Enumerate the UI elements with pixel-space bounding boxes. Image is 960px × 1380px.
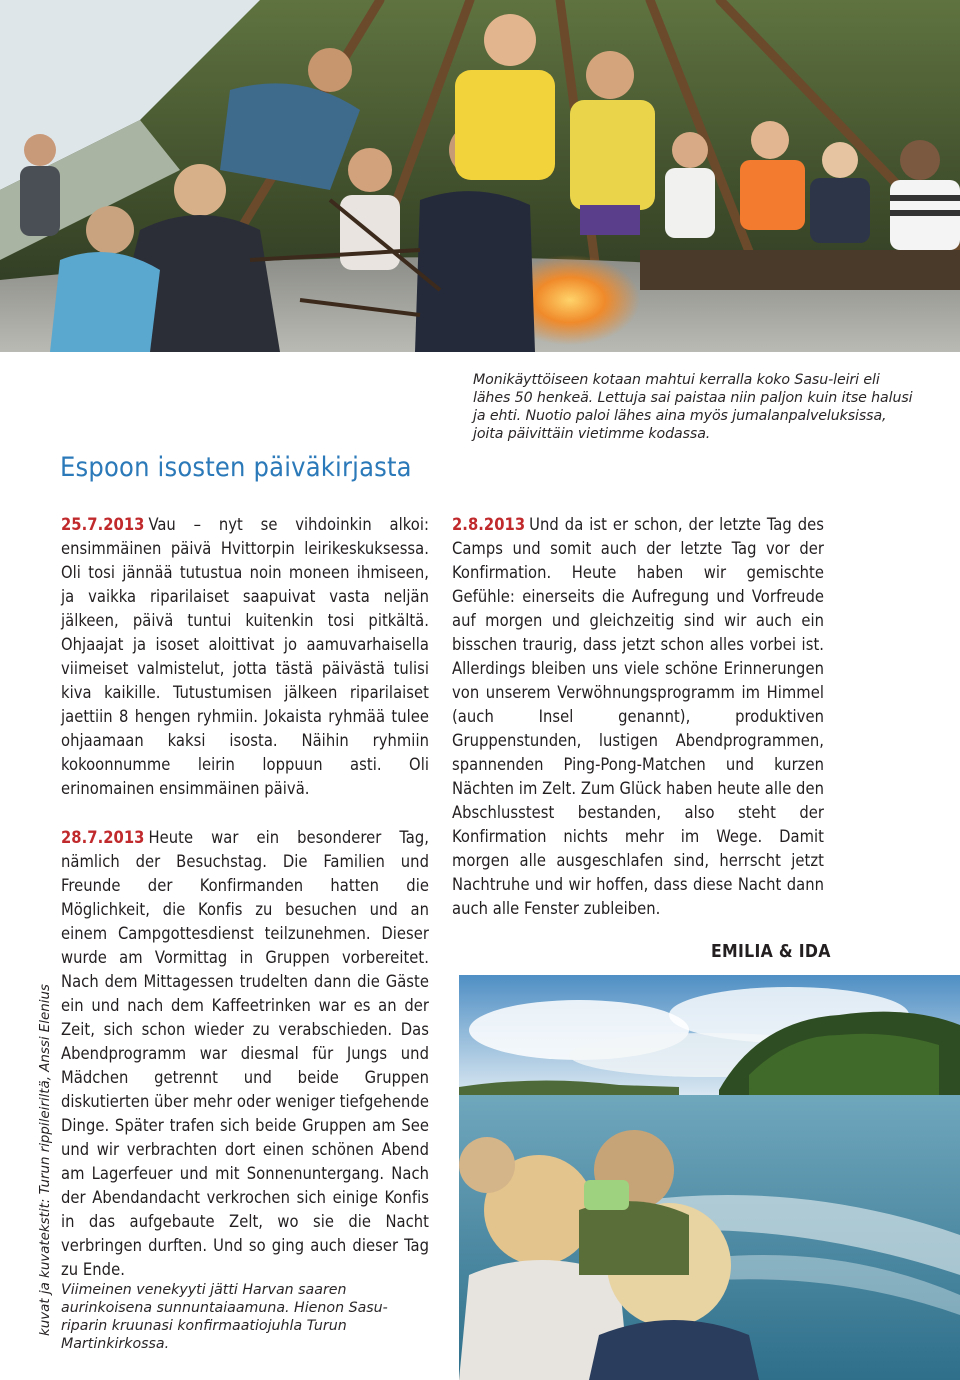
entry-date: 25.7.2013: [61, 515, 145, 534]
entry-date: 28.7.2013: [61, 828, 145, 847]
section-heading: Espoon isosten päiväkirjasta: [60, 452, 412, 483]
entry-date: 2.8.2013: [452, 515, 526, 534]
diary-entry-1: [61, 513, 429, 801]
kota-photo: [0, 0, 960, 352]
entry-text: Heute war ein besonderer Tag, nämlich der Besuchstag. Die Familien und Freunde der Konfirmanden hatten die Möglichkeit, die Konfis zu besuchen und an einem Campgottesdienst teilzunehmen. Dieser wurde am Vormittag in Gruppen vorbereitet. Nach dem Mittagessen trudelten dann die Gäste ein und nach dem Kaffeetrinken war es an der Zeit, sich schon wieder zu verabschieden. Das Abendprogramm war diesmal für Jungs und Mädchen getrennt und beide Gruppen diskutierten über mehr oder weniger tiefgehende Dinge. Später trafen sich beide Gruppen am See und wir verbrachten dort einen schönen Abend am Lagerfeuer und mit Sonnenuntergang. Nach der Abendandacht verkrochen sich einige Konfis in das aufgebaute Zelt, wo sie die Nacht verbringen durften. Und so ging auch dieser Tag zu Ende.: [61, 828, 429, 1279]
diary-entry-3: [452, 513, 824, 921]
author-signature: EMILIA & IDA: [711, 942, 831, 962]
diary-entry-2: [61, 826, 429, 1282]
entry-text: Und da ist er schon, der letzte Tag des Camps und somit auch der letzte Tag vor der Konfirmation. Heute haben wir gemischte Gefühle: einerseits die Aufregung und Vorfreude auf morgen und gleichzeitig sind wir auch ein bisschen traurig, dass jetzt schon alles vorbei ist. Allerdings bleiben uns viele schöne Erinnerungen von unserem Verwöhnungsprogramm im Himmel (auch Insel genannt), produktiven Gruppenstunden, lustigen Abendprogrammen, spannenden Ping-Pong-Matchen und kurzen Nächten im Zelt. Zum Glück haben heute alle den Abschlusstest bestanden, also steht der Konfirmation nichts mehr im Wege. Damit morgen alle ausgeschlafen sind, herrscht jetzt Nachtruhe und wir hoffen, dass diese Nacht dann auch alle Fenster zubleiben.: [452, 515, 824, 918]
entry-text: Vau – nyt se vihdoinkin alkoi: ensimmäinen päivä Hvittorpin leirikeskuksessa. Oli tosi jännää tutustua noin moneen ihmiseen, ja vaikka riparilaiset saapuivat vasta neljän jälkeen, päivä tuntui kuitenkin tosi pitkältä. Ohjaajat ja isoset aloittivat jo aamuvarhaisella viimeiset valmistelut, jotta tästä päivästä tulisi kiva kaikille. Tutustumisen jälkeen riparilaiset jaettiin 8 hengen ryhmiin. Jokaista ryhmää tulee ohjaamaan kaksi isosta. Näihin ryhmiin kokoonnumme leirin loppuun asti. Oli erinomainen ensimmäinen päivä.: [61, 515, 429, 798]
photo-credit: kuvat ja kuvatekstit: Turun rippileiriltä, Anssi Elenius: [38, 984, 53, 1336]
top-photo-caption: Monikäyttöiseen kotaan mahtui kerralla koko Sasu-leiri eli lähes 50 henkeä. Lettuja sai paistaa niin paljon kuin itse halusi ja ehti. Nuotio paloi lähes aina myös jumalanpalveluksissa, joita päivittäin vietimme kodassa.: [473, 372, 913, 442]
boat-photo: [459, 975, 960, 1380]
boat-photo-caption: Viimeinen venekyyti jätti Harvan saaren aurinkoisena sunnuntaiaamuna. Hienon Sasu-riparin kruunasi konfirmaatiojuhla Turun Martinkirkossa.: [61, 1282, 388, 1352]
